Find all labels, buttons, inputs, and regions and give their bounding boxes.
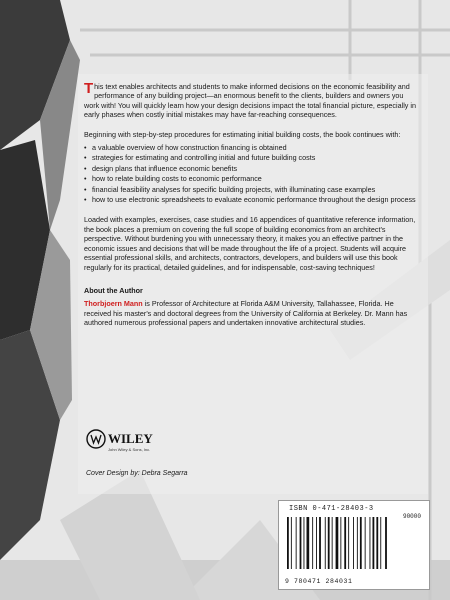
price-code: 90000 — [402, 513, 421, 520]
feature-item: • financial feasibility analyses for specific building projects, with illuminating case examples — [84, 185, 420, 194]
wiley-wordmark: WILEY — [108, 431, 153, 446]
feature-list — [84, 143, 420, 204]
wiley-logo — [86, 428, 166, 454]
wiley-tagline: John Wiley & Sons, Inc. — [108, 447, 151, 452]
barcode-icon — [285, 517, 423, 571]
feature-item: • how to relate building costs to economic performance — [84, 174, 420, 183]
cover-design-credit: Cover Design by: Debra Segarra — [86, 470, 188, 477]
feature-item: • strategies for estimating and controlling initial and future building costs — [84, 153, 420, 162]
summary-paragraph: Loaded with examples, exercises, case studies and 16 appendices of quantitative reference information, the book places a premium on covering the full scope of building economics from an architect's perspective. Without burdening you with unnecessary theory, it makes you an effective partner in the economic issues and decisions that will be made throughout the life of a project. Students will acquire essential professional skills, and architects, contractors, developers, and builders will use this book regularly for its practical, detailed guidelines, and for indispensable, cost-saving techniques! — [84, 215, 416, 272]
isbn-number: ISBN 0-471-28403-3 — [289, 505, 374, 513]
ean-number: 9 780471 284031 — [285, 578, 353, 585]
intro-paragraph — [84, 82, 420, 120]
intro-text: his text enables architects and students to make informed decisions on the economic feasibility and performance of any building project—an enormous benefit to the clients, builders and owners you work with! You will quickly learn how your design decisions impact the total financial picture, especially in early phases when costly initial mistakes may have far-reaching consequences. — [84, 82, 416, 120]
back-cover-text — [84, 82, 420, 338]
feature-item: • a valuable overview of how construction financing is obtained — [84, 143, 420, 152]
author-bio-text: is Professor of Architecture at Florida A&M University, Tallahassee, Florida. He received his master's and doctoral degrees from the University of California at Berkeley. Dr. Mann has authored numerous professional papers and undertaken innovative architectural studies. — [84, 299, 408, 328]
barcode-label — [278, 500, 430, 590]
drop-cap: T — [84, 80, 94, 97]
feature-item: • how to use electronic spreadsheets to evaluate economic performance throughout the design process — [84, 195, 420, 204]
lead-in-paragraph: Beginning with step-by-step procedures for estimating initial building costs, the book continues with: — [84, 129, 401, 139]
author-name: Thorbjoern Mann — [84, 299, 143, 309]
author-bio — [84, 299, 420, 327]
about-author-heading: About the Author — [84, 285, 143, 295]
feature-item: • design plans that influence economic benefits — [84, 164, 420, 173]
